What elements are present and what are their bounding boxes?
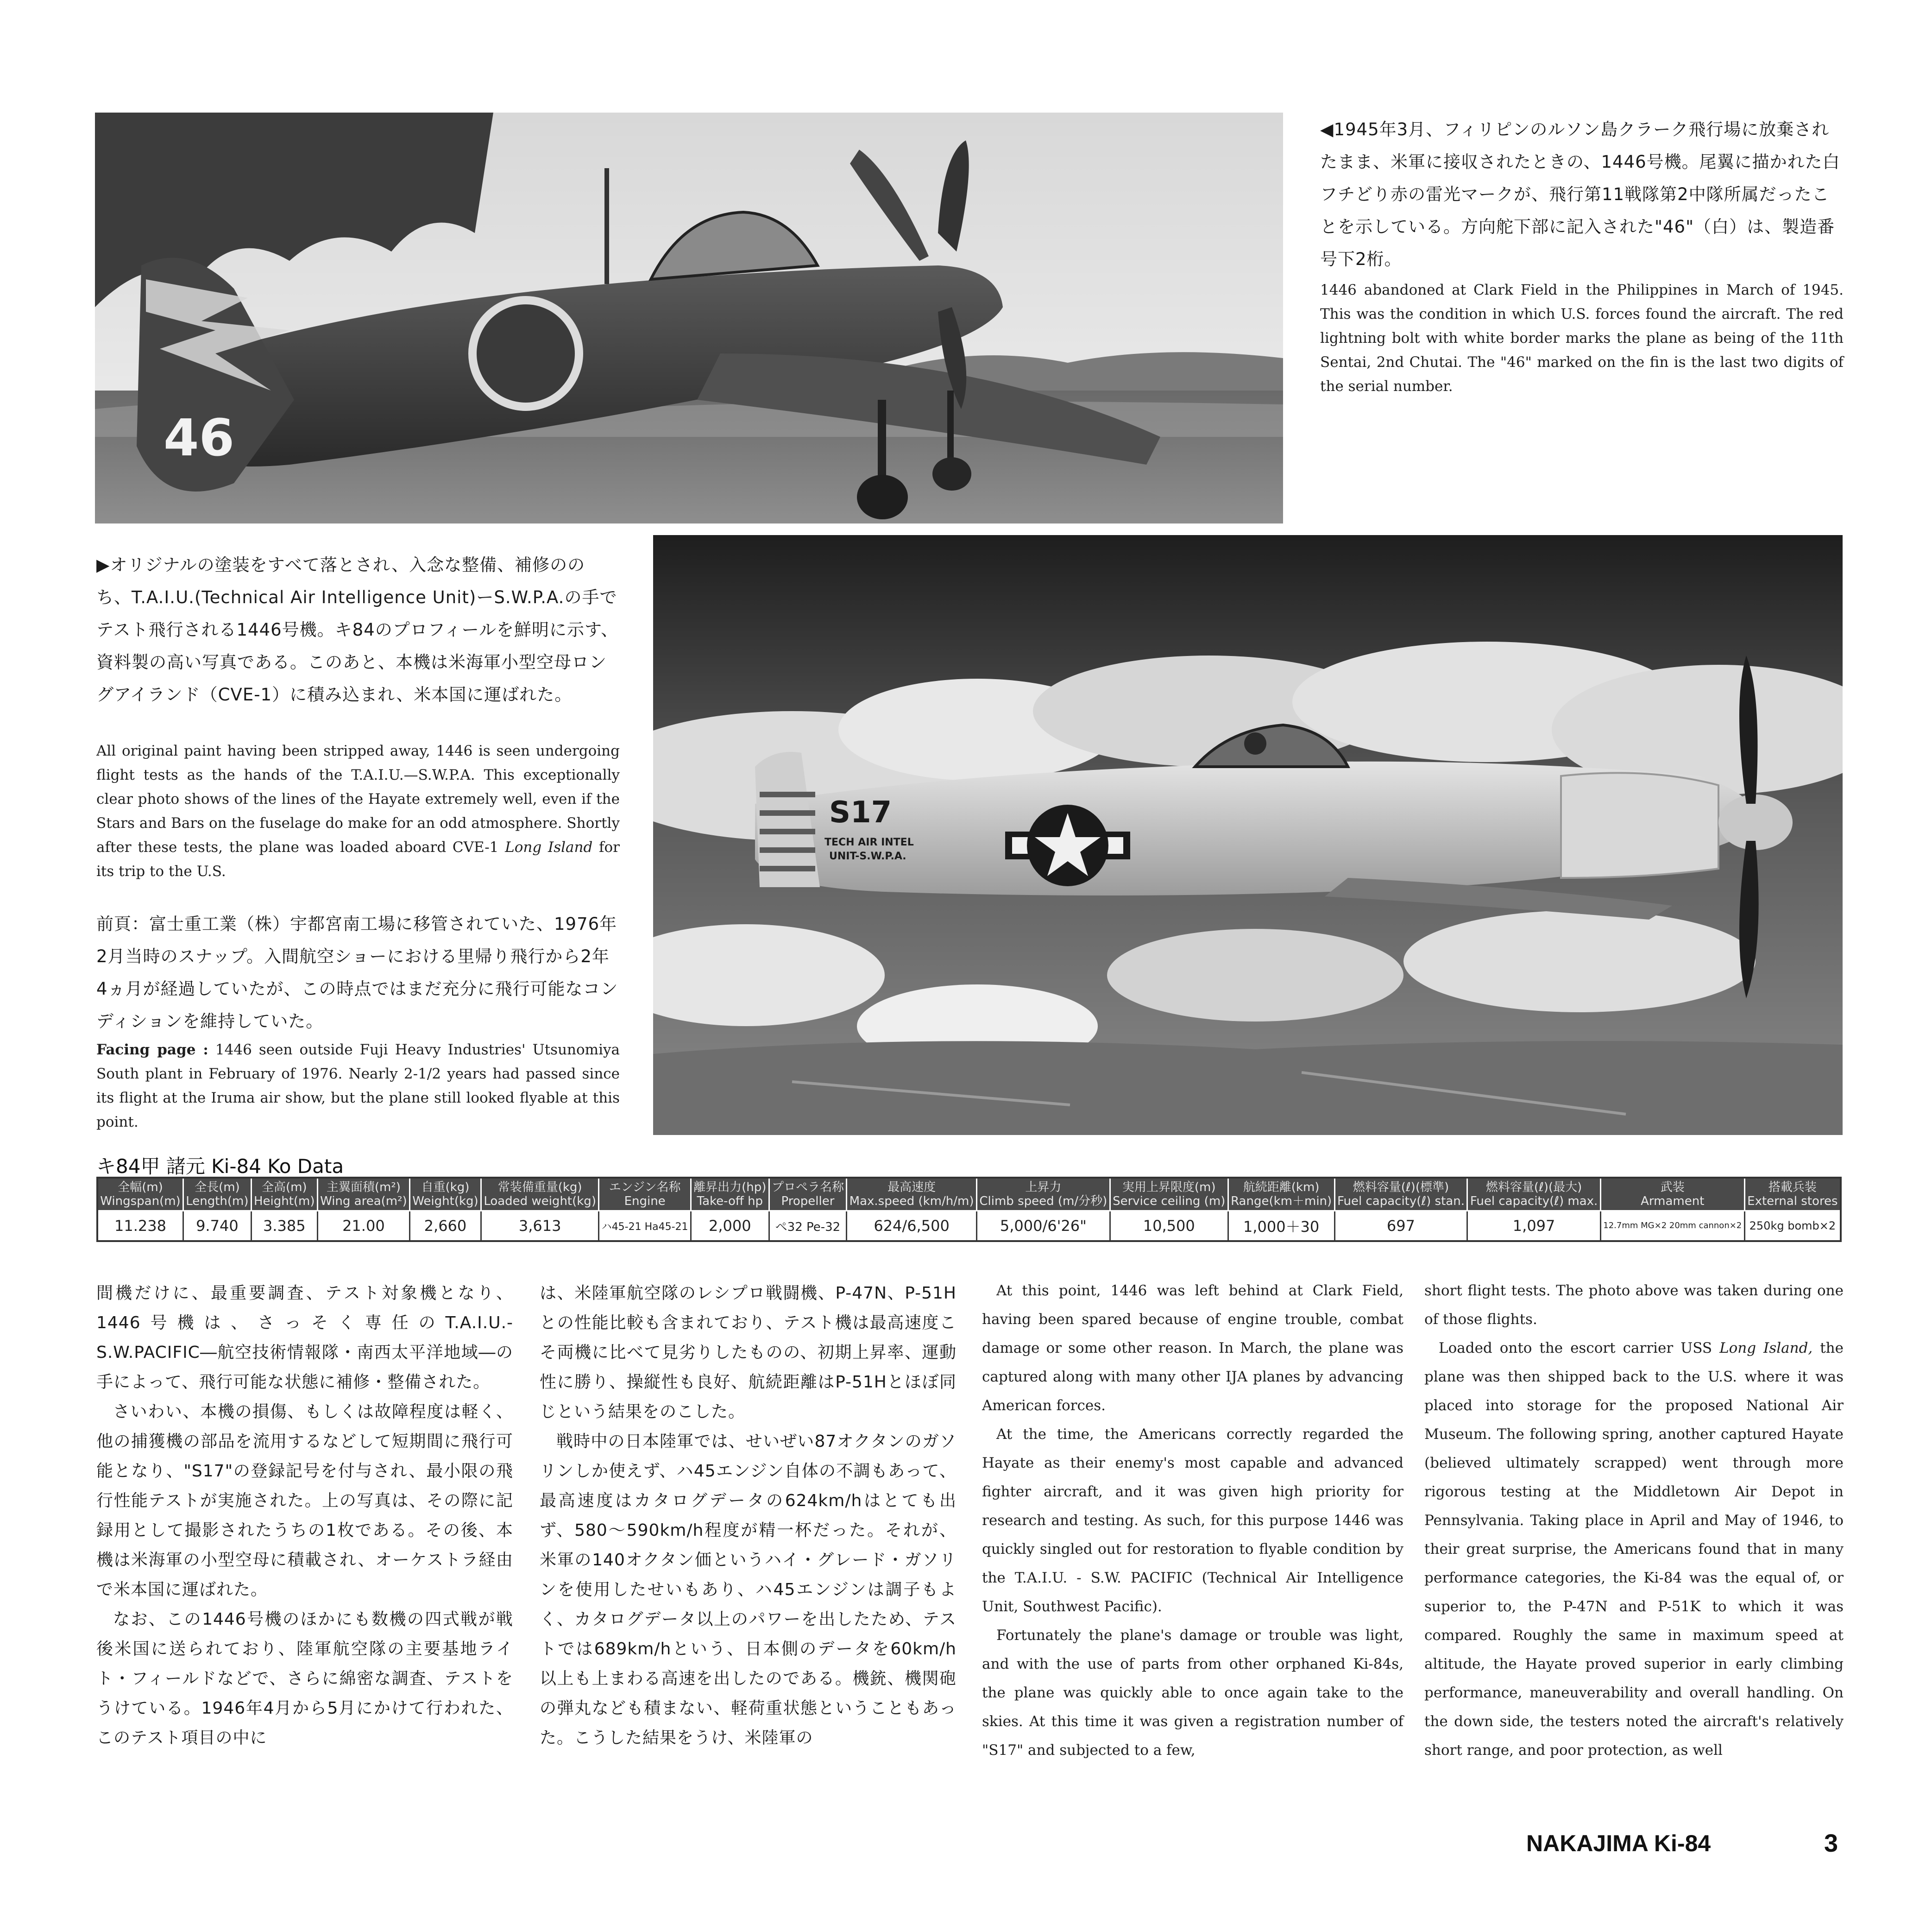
facing-page-label: Facing page : (96, 1041, 208, 1058)
header-wingspan: 全幅(m) Wingspan(m) (97, 1178, 183, 1211)
header-weight: 自重(kg) Weight(kg) (410, 1178, 481, 1211)
value-range: 1,000＋30 (1228, 1211, 1334, 1242)
page-number: 3 (1824, 1829, 1838, 1857)
body-column-en-2 (1424, 1276, 1844, 1765)
tail-text-1: TECH AIR INTEL (824, 837, 914, 848)
fin-number: 46 (164, 408, 235, 467)
photo-abandoned-aircraft (95, 113, 1283, 523)
value-fuel-max: 1,097 (1467, 1211, 1600, 1242)
tail-text-2: UNIT-S.W.P.A. (829, 851, 906, 862)
header-engine: エンジン名称 Engine (599, 1178, 691, 1211)
value-height: 3.385 (251, 1211, 317, 1242)
value-max-speed: 624/6,500 (847, 1211, 977, 1242)
header-max-speed: 最高速度 Max.speed (km/h/m) (847, 1178, 977, 1211)
paragraph: At the time, the Americans correctly regarded the Hayate as their enemy's most capable and advanced fighter aircraft, and it was given high priority for research and testing. As such, for this purpose 1446 was quickly singled out for restoration to flyable condition by the T.A.I.U. - S.W. PACIFIC (Technical Air Intelligence Unit, Southwest Pacific). (982, 1426, 1403, 1615)
paragraph: Loaded onto the escort carrier USS Long Island, the plane was then shipped back to the U.S. where it was placed into storage for the proposed National Air Museum. The following spring, another captured Hayate (believed ultimately scrapped) went through more rigorous testing at the Middletown Air Depot in Pennsylvania. Taking place in April and May of 1946, to their great surprise, the Americans found that in many performance categories, the Ki-84 was the equal of, or superior to, the P-47N and P-51K to which it was compared. Roughly the same in maximum speed at altitude, the Hayate proved superior in early climbing performance, maneuverability and overall handling. On the down side, the testers noted the aircraft's relatively short range, and poor protection, as well (1424, 1340, 1844, 1759)
value-engine: ハ45-21 Ha45-21 (599, 1211, 691, 1242)
header-range: 航続距離(km) Range(km＋min) (1228, 1178, 1334, 1211)
running-footer-title: NAKAJIMA Ki-84 (1526, 1830, 1711, 1856)
value-length: 9.740 (183, 1211, 252, 1242)
header-fuel-stan: 燃料容量(ℓ)(標準) Fuel capacity(ℓ) stan. (1334, 1178, 1467, 1211)
header-wing-area: 主翼面積(m²) Wing area(m²) (317, 1178, 409, 1211)
caption-top-en: 1446 abandoned at Clark Field in the Philippines in March of 1945. This was the condition in which U.S. forces found the aircraft. The red lightning bolt with white border marks the plane as being of the 11th Sentai, 2nd Chutai. The "46" marked on the fin is the last two digits of the serial number. (1320, 282, 1844, 395)
header-loaded-weight: 常装備重量(kg) Loaded weight(kg) (481, 1178, 598, 1211)
value-fuel-stan: 697 (1334, 1211, 1467, 1242)
paragraph: At this point, 1446 was left behind at Clark Field, having been spared because of engine trouble, combat damage or some other reason. In March, the plane was captured along with many other IJA planes by advancing American forces. (982, 1282, 1403, 1414)
ship-name-italic: Long Island (505, 839, 593, 856)
value-wing-area: 21.00 (317, 1211, 409, 1242)
value-armament: 12.7mm MG×2 20mm cannon×2 (1600, 1211, 1744, 1242)
ship-name-italic: Long Island, (1719, 1340, 1813, 1356)
caption-middle-jp: ▶オリジナルの塗装をすべて落とされ、入念な整備、補修ののち、T.A.I.U.(Technical Air Intelligence Unit)ーS.W.P.A.の手でテスト飛行される1446号機。キ84のプロフィールを鮮明に示す、資料製の高い写真である。このあと、本機は米海軍小型空母ロングアイランド（CVE-1）に積み込まれ、米本国に運ばれた。 (96, 555, 619, 705)
value-propeller: ペ32 Pe-32 (769, 1211, 847, 1242)
body-column-jp-1 (96, 1279, 513, 1753)
header-propeller: プロペラ名称 Propeller (769, 1178, 847, 1211)
header-armament: 武装 Armament (1600, 1178, 1744, 1211)
fuselage-code: S17 (829, 795, 892, 830)
header-external-stores: 搭載兵装 External stores (1744, 1178, 1841, 1211)
value-takeoff-hp: 2,000 (691, 1211, 769, 1242)
header-service-ceiling: 実用上昇限度(m) Service ceiling (m) (1110, 1178, 1228, 1211)
header-length: 全長(m) Length(m) (183, 1178, 252, 1211)
value-climb-speed: 5,000/6'26" (976, 1211, 1110, 1242)
header-height: 全高(m) Height(m) (251, 1178, 317, 1211)
value-service-ceiling: 10,500 (1110, 1211, 1228, 1242)
paragraph: なお、この1446号機のほかにも数機の四式戦が戦後米国に送られており、陸軍航空隊の主要基地ライト・フィールドなどで、さらに綿密な調査、テストをうけている。1946年4月から5月にかけて行われた、このテスト項目の中に (96, 1610, 513, 1747)
caption-facing-jp: 前頁：富士重工業（株）宇都宮南工場に移管されていた、1976年2月当時のスナップ。入間航空ショーにおける里帰り飛行から2年4ヵ月が経過していたが、この時点ではまだ充分に飛行可能なコンディションを維持していた。 (96, 914, 618, 1031)
header-fuel-max: 燃料容量(ℓ)(最大) Fuel capacity(ℓ) max. (1467, 1178, 1600, 1211)
caption-top-jp: ◀1945年3月、フィリピンのルソン島クラーク飛行場に放棄されたまま、米軍に接収されたときの、1446号機。尾翼に描かれた白フチどり赤の雷光マークが、飛行第11戦隊第2中隊所属だったことを示している。方向舵下部に記入された"46"（白）は、製造番号下2桁。 (1320, 120, 1840, 269)
body-column-jp-2 (540, 1279, 957, 1753)
caption-middle-en: All original paint having been stripped away, 1446 is seen undergoing flight tests as the hands of the T.A.I.U.—S.W.P.A. This exceptionally clear photo shows of the lines of the Hayate extremely well, even if the Stars and Bars on the fuselage do make for an odd atmosphere. Shortly after these tests, the plane was loaded aboard CVE-1 Long Island for its trip to the U.S. (96, 743, 620, 880)
value-wingspan: 11.238 (97, 1211, 183, 1242)
paragraph: さいわい、本機の損傷、もしくは故障程度は軽く、他の捕獲機の部品を流用するなどして短期間に飛行可能となり、"S17"の登録記号を付与され、最小限の飛行性能テストが実施された。上の写真は、その際に記録用として撮影されたうちの1枚である。その後、本機は米海軍の小型空母に積載され、オーケストラ経由で米本国に運ばれた。 (96, 1402, 513, 1599)
paragraph: 戦時中の日本陸軍では、せいぜい87オクタンのガソリンしか使えず、ハ45エンジン自体の不調もあって、最高速度はカタログデータの624km/hはとても出ず、580〜590km/h程度が精一杯だった。それが、米軍の140オクタン価というハイ・グレード・ガソリンを使用したせいもあり、ハ45エンジンは調子もよく、カタログデータ以上のパワーを出したため、テストでは689km/hという、日本側のデータを60km/h以上も上まわる高速を出したのである。機銃、機関砲の弾丸なども積まない、軽荷重状態ということもあった。こうした結果をうけ、米陸軍の (540, 1432, 957, 1747)
paragraph: 間機だけに、最重要調査、テスト対象機となり、1446号機は、さっそく専任のT.A.I.U.-S.W.PACIFIC―航空技術情報隊・南西太平洋地域―の手によって、飛行可能な状態に補修・整備された。 (96, 1284, 513, 1392)
paragraph: Fortunately the plane's damage or trouble was light, and with the use of parts from other orphaned Ki-84s, the plane was quickly able to once again take to the skies. At this time it was given a registration number of "S17" and subjected to a few, (982, 1627, 1403, 1759)
spec-header-row (97, 1178, 1841, 1211)
spec-value-row (97, 1211, 1841, 1242)
table-title: キ84甲 諸元 Ki-84 Ko Data (96, 1155, 344, 1178)
value-weight: 2,660 (410, 1211, 481, 1242)
value-loaded-weight: 3,613 (481, 1211, 598, 1242)
caption-facing-en: Facing page : 1446 seen outside Fuji Heavy Industries' Utsunomiya South plant in February of 1976. Nearly 2-1/2 years had passed since its flight at the Iruma air show, but the plane still looked flyable at this point. (96, 1041, 620, 1130)
paragraph: short flight tests. The photo above was taken during one of those flights. (1424, 1282, 1844, 1328)
header-climb-speed: 上昇力 Climb speed (m/分秒) (976, 1178, 1110, 1211)
body-column-en-1 (982, 1276, 1403, 1765)
value-external-stores: 250kg bomb×2 (1744, 1211, 1841, 1242)
paragraph: は、米陸軍航空隊のレシプロ戦闘機、P-47N、P-51Hとの性能比較も含まれており、テスト機は最高速度こそ両機に比べて見劣りしたものの、初期上昇率、運動性に勝り、操縦性も良好、航続距離はP-51Hとほぼ同じという結果をのこした。 (540, 1284, 957, 1421)
spec-table (96, 1177, 1842, 1242)
photo-test-flight (653, 535, 1843, 1135)
header-takeoff-hp: 離昇出力(hp) Take-off hp (691, 1178, 769, 1211)
